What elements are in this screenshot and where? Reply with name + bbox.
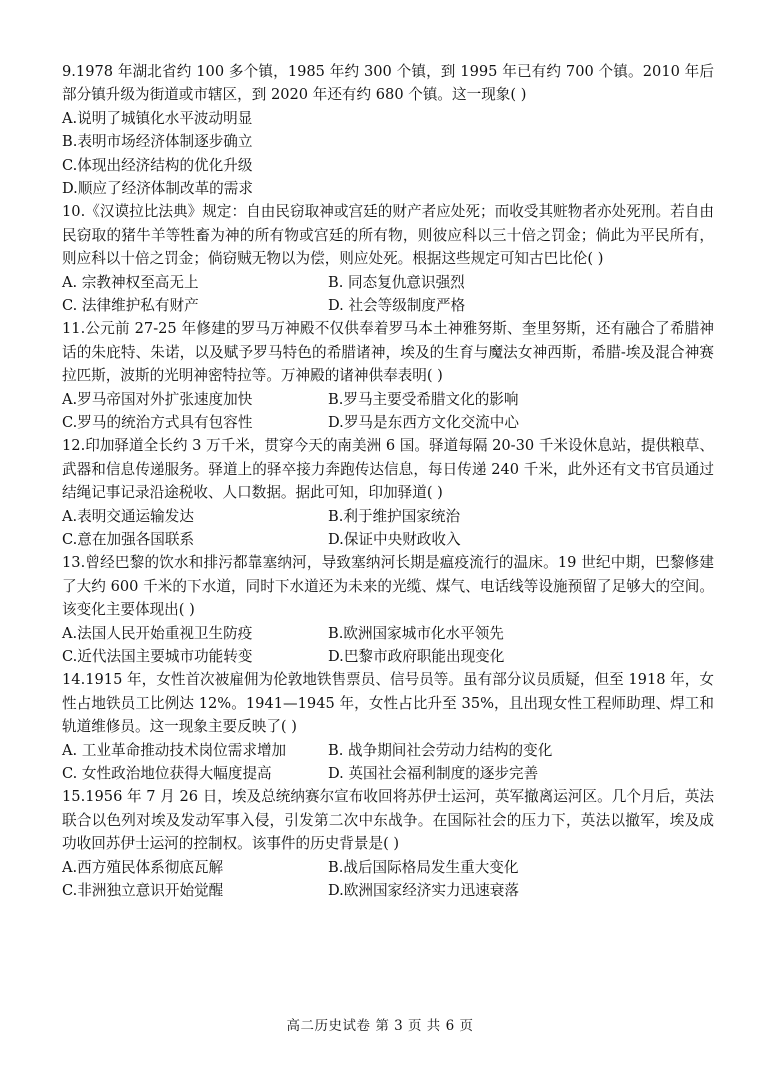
option-d: D.顺应了经济体制改革的需求 xyxy=(62,180,253,198)
option-b: B. 战争期间社会劳动力结构的变化 xyxy=(328,741,553,759)
option-a: A.表明交通运输发达 xyxy=(62,507,194,525)
option-row xyxy=(62,505,714,528)
option-a: A.说明了城镇化水平波动明显 xyxy=(62,109,253,127)
question-stem: 13.曾经巴黎的饮水和排污都靠塞纳河，导致塞纳河长期是瘟疫流行的温床。19 世纪中期，巴黎修建了大约 600 千米的下水道，同时下水道还为未来的光缆、煤气、电话线等设施预留了足够大的空间。该变化主要体现出( ) xyxy=(62,554,714,619)
question-stem: 14.1915 年，女性首次被雇佣为伦敦地铁售票员、信号员等。虽有部分议员质疑，但至 1918 年，女性占地铁员工比例达 12%。1941—1945 年，女性占比升至 35%，且出现女性工程师助理、焊工和轨道维修员。这一现象主要反映了( ) xyxy=(62,671,714,736)
exam-page xyxy=(62,60,714,902)
option-row xyxy=(62,411,714,434)
option-d: D.巴黎市政府职能出现变化 xyxy=(328,648,505,666)
option-c: C.意在加强各国联系 xyxy=(62,531,195,549)
option-a: A.西方殖民体系彻底瓦解 xyxy=(62,858,224,876)
question-15 xyxy=(62,785,714,902)
question-13 xyxy=(62,551,714,668)
option-b: B.欧洲国家城市化水平领先 xyxy=(328,624,504,642)
question-stem: 15.1956 年 7 月 26 日，埃及总统纳赛尔宣布收回将苏伊士运河，英军撤离运河区。几个月后，英法联合以色列对埃及发动军事入侵，引发第二次中东战争。在国际社会的压力下，英法以撤军，埃及成功收回苏伊士运河的控制权。该事件的历史背景是( ) xyxy=(62,788,714,853)
option-d: D.保证中央财政收入 xyxy=(328,531,461,549)
option-row xyxy=(62,739,714,762)
question-9 xyxy=(62,60,714,200)
option-row xyxy=(62,388,714,411)
option-row xyxy=(62,856,714,879)
option-c: C. 女性政治地位获得大幅度提高 xyxy=(62,765,272,783)
option-d: D. 英国社会福利制度的逐步完善 xyxy=(328,765,539,783)
option-b: B.战后国际格局发生重大变化 xyxy=(328,858,519,876)
option-a: A. 宗教神权至高无上 xyxy=(62,273,199,291)
option-a: A. 工业革命推动技术岗位需求增加 xyxy=(62,741,287,759)
option-row xyxy=(62,645,714,668)
option-row xyxy=(62,879,714,902)
question-stem: 9.1978 年湖北省约 100 多个镇，1985 年约 300 个镇，到 1995 年已有约 700 个镇。2010 年后部分镇升级为街道或市辖区，到 2020 年还有约 680 个镇。这一现象( ) xyxy=(62,63,714,104)
option-c: C.非洲独立意识开始觉醒 xyxy=(62,882,224,900)
option-row xyxy=(62,528,714,551)
option-row xyxy=(62,294,714,317)
option-d: D. 社会等级制度严格 xyxy=(328,297,466,315)
option-c: C. 法律维护私有财产 xyxy=(62,297,199,315)
question-stem: 11.公元前 27-25 年修建的罗马万神殿不仅供奉着罗马本土神雅努斯、奎里努斯，还有融合了希腊神话的朱庇特、朱诺，以及赋予罗马特色的希腊诸神，埃及的生育与魔法女神西斯，希腊-埃及混合神赛拉匹斯，波斯的光明神密特拉等。万神殿的诸神供奉表明( ) xyxy=(62,320,714,385)
option-b: B.表明市场经济体制逐步确立 xyxy=(62,133,253,151)
option-row xyxy=(62,622,714,645)
question-12 xyxy=(62,434,714,551)
option-a: A.罗马帝国对外扩张速度加快 xyxy=(62,390,253,408)
option-b: B. 同态复仇意识强烈 xyxy=(328,273,465,291)
option-a: A.法国人民开始重视卫生防疫 xyxy=(62,624,253,642)
option-row xyxy=(62,271,714,294)
page-footer: 高二历史试卷 第 3 页 共 6 页 xyxy=(286,1018,474,1034)
option-row xyxy=(62,762,714,785)
question-stem: 12.印加驿道全长约 3 万千米，贯穿今天的南美洲 6 国。驿道每隔 20-30 千米设休息站，提供粮草、武器和信息传递服务。驿道上的驿卒接力奔跑传达信息，每日传递 240 千米，此外还有文书官员通过结绳记事记录沿途税收、人口数据。据此可知，印加驿道( ) xyxy=(62,437,714,502)
question-14 xyxy=(62,668,714,785)
question-11 xyxy=(62,317,714,434)
option-b: B.利于维护国家统治 xyxy=(328,507,461,525)
option-d: D.欧洲国家经济实力迅速衰落 xyxy=(328,882,519,900)
option-c: C.体现出经济结构的优化升级 xyxy=(62,156,253,174)
option-c: C.罗马的统治方式具有包容性 xyxy=(62,414,253,432)
option-d: D.罗马是东西方文化交流中心 xyxy=(328,414,519,432)
option-b: B.罗马主要受希腊文化的影响 xyxy=(328,390,519,408)
option-c: C.近代法国主要城市功能转变 xyxy=(62,648,253,666)
question-stem: 10.《汉谟拉比法典》规定：自由民窃取神或宫廷的财产者应处死；而收受其赃物者亦处死刑。若自由民窃取的猪牛羊等牲畜为神的所有物或宫廷的所有物，则彼应科以三十倍之罚金；倘此为平民所有，则应科以十倍之罚金；倘窃贼无物以为偿，则应处死。根据这些规定可知古巴比伦( ) xyxy=(62,203,714,268)
question-10 xyxy=(62,200,714,317)
